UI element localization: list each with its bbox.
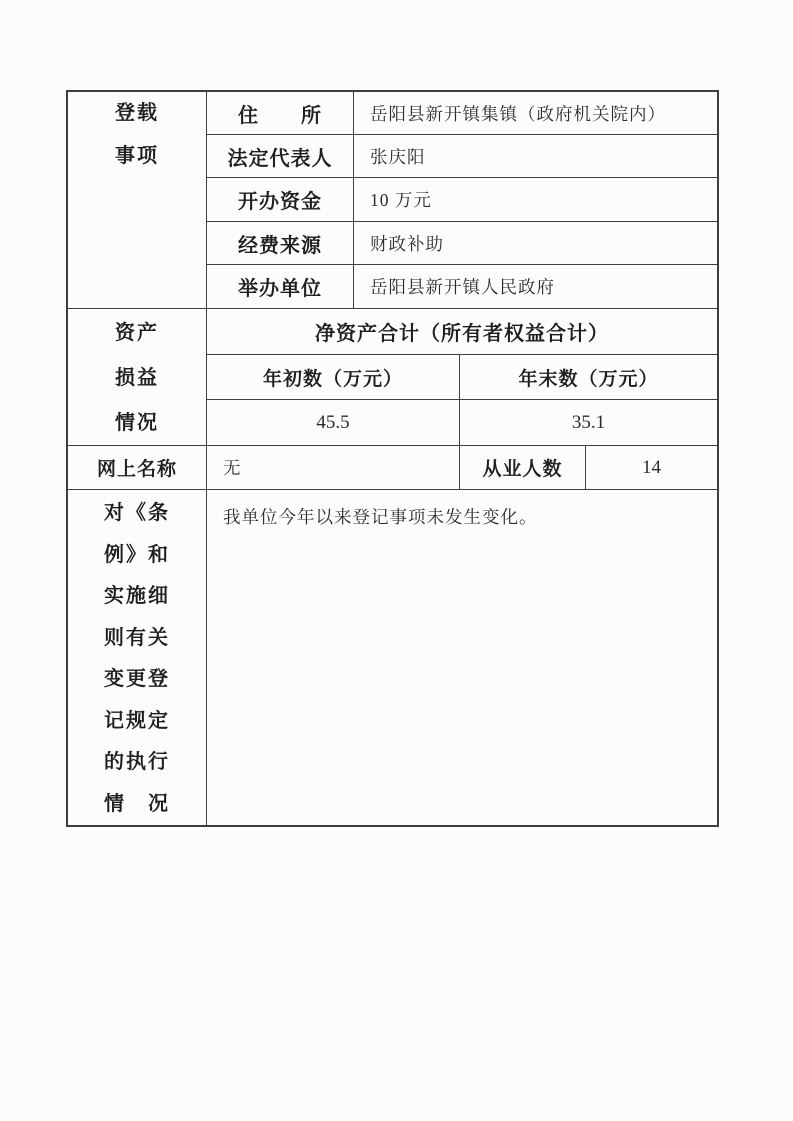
compliance-label-line6: 记规定 [104,709,170,732]
organizer-label: 举办单位 [207,265,354,309]
startup-capital-label: 开办资金 [207,178,354,222]
compliance-label-line2: 例》和 [104,543,170,566]
startup-capital-value: 10 万元 [354,178,717,222]
address-value: 岳阳县新开镇集镇（政府机关院内） [354,92,717,135]
asset-section-label-line3: 情况 [115,412,159,434]
registration-section-label-line1: 登载 [115,102,159,124]
compliance-label-line3: 实施细 [104,585,170,607]
year-end-column-header: 年末数（万元） [460,355,717,400]
staff-count-value: 14 [586,446,717,490]
address-label: 住 所 [207,92,354,135]
net-assets-header: 净资产合计（所有者权益合计） [207,309,717,355]
year-start-column-header: 年初数（万元） [207,355,460,400]
registration-section-label-line2: 事项 [115,145,159,167]
legal-representative-label: 法定代表人 [207,135,354,178]
compliance-label-line8: 情 况 [104,792,170,815]
annual-report-form-table [66,90,719,827]
asset-section-label [68,309,207,446]
staff-count-label: 从业人数 [460,446,586,490]
compliance-label-line7: 的执行 [104,751,170,773]
year-start-value: 45.5 [207,400,460,446]
asset-section-label-line1: 资产 [115,322,159,344]
legal-representative-value: 张庆阳 [354,135,717,178]
compliance-label-line4: 则有关 [104,626,170,649]
asset-section-label-line2: 损益 [115,367,159,389]
compliance-statement: 我单位今年以来登记事项未发生变化。 [223,507,538,527]
online-name-label: 网上名称 [68,446,207,490]
registration-section-label [68,92,207,309]
funding-source-value: 财政补助 [354,222,717,265]
online-name-value: 无 [207,446,460,490]
compliance-section-label [68,490,207,825]
year-end-value: 35.1 [460,400,717,446]
compliance-label-line1: 对《条 [104,502,170,524]
compliance-label-line5: 变更登 [104,668,170,690]
funding-source-label: 经费来源 [207,222,354,265]
organizer-value: 岳阳县新开镇人民政府 [354,265,717,309]
